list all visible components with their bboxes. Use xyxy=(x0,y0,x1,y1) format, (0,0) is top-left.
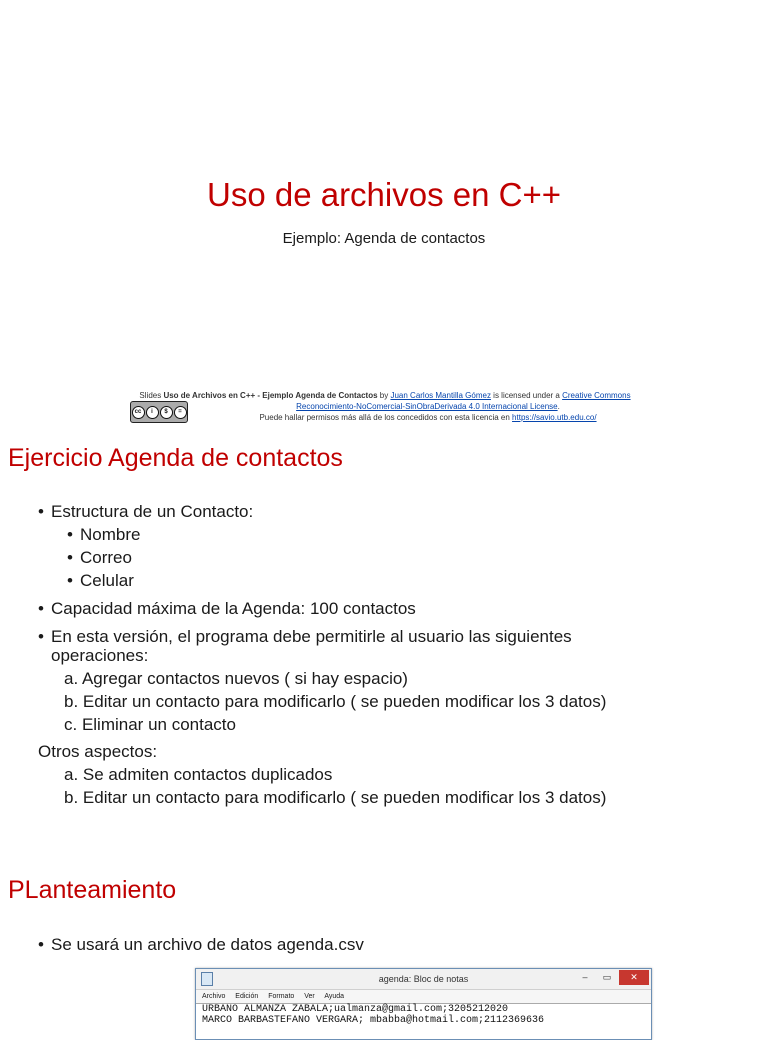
notepad-window xyxy=(195,968,652,1040)
license-name-link[interactable]: Reconocimiento-NoComercial-SinObraDerivada 4.0 Internacional License xyxy=(296,402,558,411)
permissions-link[interactable]: https://savio.utb.edu.co/ xyxy=(512,413,597,422)
license-block xyxy=(110,390,660,423)
list-item: c. Eliminar un contacto xyxy=(64,715,236,734)
author-link[interactable]: Juan Carlos Mantilla Gómez xyxy=(390,391,491,400)
slide-subtitle: Ejemplo: Agenda de contactos xyxy=(282,230,486,247)
notepad-text-area[interactable] xyxy=(196,1003,651,1026)
by-icon: i xyxy=(146,406,159,419)
license-prefix: Slides xyxy=(139,391,164,400)
menu-archivo[interactable]: Archivo xyxy=(202,993,226,1000)
menu-formato[interactable]: Formato xyxy=(268,993,295,1000)
bullet-continuation: operaciones: xyxy=(51,646,149,665)
other-aspects-label: Otros aspectos: xyxy=(38,742,158,761)
list-item: a. Se admiten contactos duplicados xyxy=(64,765,333,784)
menu-ayuda[interactable]: Ayuda xyxy=(324,993,345,1000)
bullet-item: • Estructura de un Contacto: xyxy=(51,501,253,523)
menu-edicion[interactable]: Edición xyxy=(235,993,259,1000)
text-line: URBANO ALMANZA ZABALA;ualmanza@gmail.com;3205212020 xyxy=(202,1004,509,1015)
notepad-titlebar[interactable] xyxy=(196,969,651,990)
cc-icon: cc xyxy=(132,406,145,419)
section-heading-planteamiento: PLanteamiento xyxy=(8,876,177,904)
section-heading-ejercicio: Ejercicio Agenda de contactos xyxy=(8,444,343,472)
license-text: is licensed under a xyxy=(490,391,563,400)
list-item: b. Editar un contacto para modificarlo ( se pueden modificar los 3 datos) xyxy=(64,692,607,711)
nc-icon: $ xyxy=(160,406,173,419)
minimize-icon[interactable]: – xyxy=(582,972,588,982)
notepad-menubar xyxy=(196,990,651,1003)
maximize-icon[interactable]: ▭ xyxy=(602,972,612,982)
text-line: MARCO BARBASTEFANO VERGARA; mbabba@hotmail.com;2112369636 xyxy=(202,1015,545,1026)
slide-title: Uso de archivos en C++ xyxy=(206,176,562,213)
permissions-text: Puede hallar permisos más allá de los concedidos con esta licencia en xyxy=(259,413,513,422)
list-item: b. Editar un contacto para modificarlo ( se pueden modificar los 3 datos) xyxy=(64,788,607,807)
sub-bullet-item: • Celular xyxy=(80,570,134,592)
list-item: a. Agregar contactos nuevos ( si hay espacio) xyxy=(64,669,408,688)
menu-ver[interactable]: Ver xyxy=(304,993,315,1000)
close-icon[interactable]: ✕ xyxy=(619,970,649,985)
bullet-item: • En esta versión, el programa debe permitirle al usuario las siguientes xyxy=(51,626,572,648)
notepad-title: agenda: Bloc de notas xyxy=(378,974,469,984)
license-line-1 xyxy=(110,390,660,401)
nd-icon: = xyxy=(174,406,187,419)
sub-bullet-item: • Nombre xyxy=(80,524,140,546)
cc-license-badge-icon[interactable] xyxy=(130,401,188,423)
cc-link[interactable]: Creative Commons xyxy=(562,391,631,400)
sub-bullet-item: • Correo xyxy=(80,547,132,569)
license-by: by xyxy=(377,391,391,400)
notepad-icon xyxy=(201,972,213,986)
license-work-title: Uso de Archivos en C++ - Ejemplo Agenda de Contactos xyxy=(163,391,378,400)
bullet-item: • Capacidad máxima de la Agenda: 100 contactos xyxy=(51,598,416,620)
license-period: . xyxy=(557,402,560,411)
bullet-item: • Se usará un archivo de datos agenda.csv xyxy=(51,934,364,956)
license-line-2 xyxy=(110,401,660,423)
